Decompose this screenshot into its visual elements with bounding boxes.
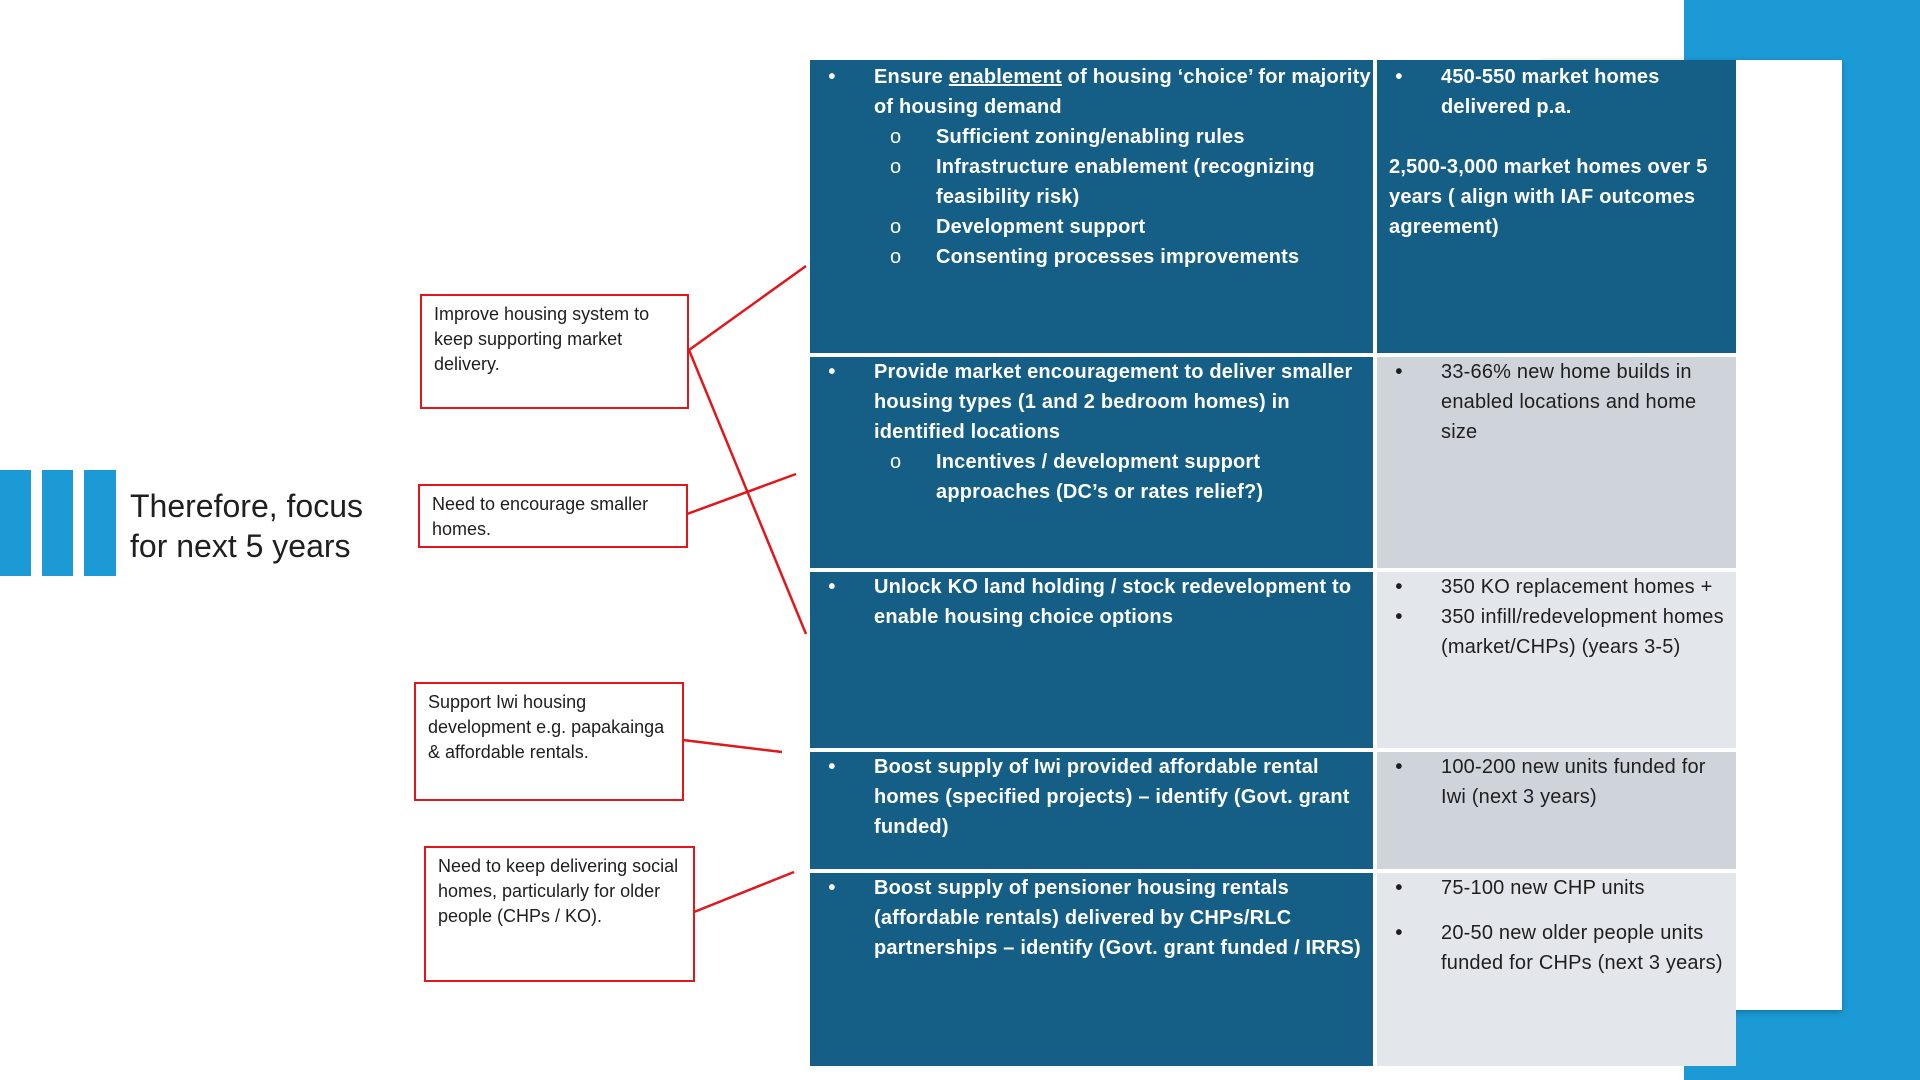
callout-support-iwi-housing: Support Iwi housing development e.g. papakainga & affordable rentals. [414,682,684,801]
row-2-outcome-item: • 33-66% new home builds in enabled locations and home size [1395,361,1697,443]
row-5-outcome-item-2: • 20-50 new older people units funded for CHPs (next 3 years) [1395,922,1723,974]
row-4-outcome-item: • 100-200 new units funded for Iwi (next 3 years) [1395,756,1706,808]
connector-line-4 [694,872,794,912]
row-5-action-item: • Boost supply of pensioner housing rentals (affordable rentals) delivered by CHPs/RLC partnerships – identify (Govt. grant funded / IRRS) [828,877,1361,959]
callout-encourage-smaller-homes: Need to encourage smaller homes. [418,484,688,548]
bullet: • [828,66,836,88]
row-1-subitem-1: o Sufficient zoning/enabling rules [890,126,1245,148]
row-1-outcome-text: 2,500-3,000 market homes over 5 years ( align with IAF outcomes agreement) [1389,156,1708,238]
row-3-action-item: • Unlock KO land holding / stock redevelopment to enable housing choice options [828,576,1352,628]
row-1-action-item: • Ensure enablement of housing ‘choice’ for majority of housing demand [810,62,1373,122]
row-1-subitem-3: o Development support [890,216,1146,238]
row-5-outcome-item-1: • 75-100 new CHP units [1395,877,1645,899]
underlined-word: enablement [948,66,1062,88]
callout-improve-housing-system: Improve housing system to keep supporting market delivery. [420,294,689,409]
callout-social-homes: Need to keep delivering social homes, particularly for older people (CHPs / KO). [424,846,695,982]
row-1-subitem-2: o Infrastructure enablement (recognizing feasibility risk) [890,156,1315,208]
connector-line-1a [689,266,806,350]
row-3-outcome-item-2: • 350 infill/redevelopment homes (market/CHPs) (years 3-5) [1395,606,1724,658]
row-4-action-item: • Boost supply of Iwi provided affordable rental homes (specified projects) – identify (Govt. grant funded) [828,756,1350,838]
slide-title: Therefore, focus for next 5 years [130,488,363,564]
row-2-subitem-1: o Incentives / development support approaches (DC’s or rates relief?) [890,451,1264,503]
row-3-outcome-item-1: • 350 KO replacement homes + [1395,576,1713,598]
row-1-subitem-4: o Consenting processes improvements [890,246,1300,268]
row-2-action-item: • Provide market encouragement to deliver smaller housing types (1 and 2 bedroom homes) in identified locations [828,361,1353,443]
row-1-outcome-item: • 450-550 market homes delivered p.a. [1395,66,1660,118]
connector-line-3 [683,740,782,752]
